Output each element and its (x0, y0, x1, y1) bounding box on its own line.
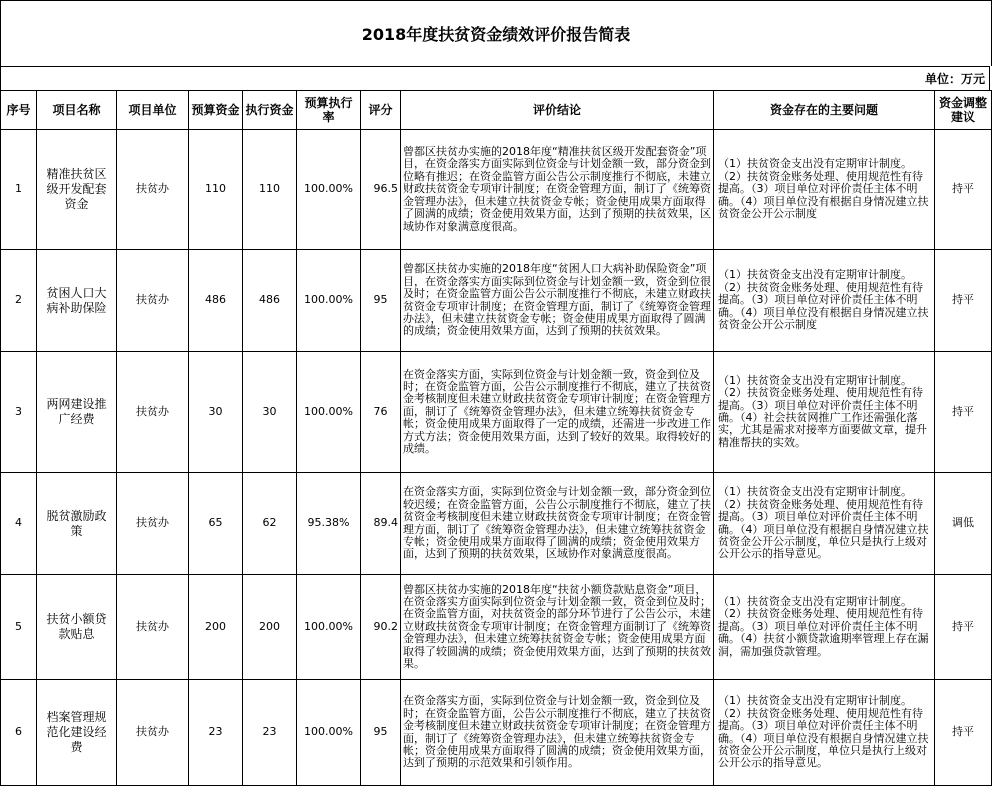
header-problems: 资金存在的主要问题 (714, 91, 935, 130)
cell-score: 95 (361, 680, 401, 786)
problem-line: （2）扶贫资金账务处理、使用规范性有待提高。（3）项目单位对评价责任主体不明确。（4）扶贫小额贷款逾期率管理上存在漏洞，需加强贷款管理。 (718, 607, 929, 658)
header-budget-rate: 预算执行率 (297, 91, 361, 130)
cell-project-name: 精准扶贫区级开发配套资金 (37, 130, 117, 250)
cell-conclusion: 在资金落实方面，实际到位资金与计划金额一致，部分资金到位较迟缓；在资金监管方面，公告公示制度推行不彻底，建立了扶贫资金考核制度但未建立财政扶贫资金专项审计制度；在资金管理方面，制订了《统筹资金管理办法》，但未建立统筹扶贫资金专帐；资金使用成果方面取得了圆满的成绩；资金使用效果方面，达到了预期的扶贫效果，区域协作对象满意度很高。 (401, 473, 714, 575)
header-score: 评分 (361, 91, 401, 130)
table-row (1, 352, 992, 473)
cell-executed: 62 (243, 473, 297, 575)
cell-budget-rate: 100.00% (297, 250, 361, 352)
cell-executed: 30 (243, 352, 297, 473)
cell-budget: 110 (189, 130, 243, 250)
cell-seq: 3 (1, 352, 37, 473)
cell-problems (714, 473, 935, 575)
problem-line: （2）扶贫资金账务处理、使用规范性有待提高。（3）项目单位对评价责任主体不明确。（4）社会扶贫网推广工作还需强化落实，尤其是需求对接率方面要做文章，提升精准帮扶的实效。 (718, 386, 927, 449)
cell-suggestion: 持平 (935, 575, 992, 680)
table-row (1, 130, 992, 250)
cell-budget-rate: 95.38% (297, 473, 361, 575)
cell-suggestion: 持平 (935, 130, 992, 250)
header-project-unit: 项目单位 (117, 91, 189, 130)
cell-problems (714, 352, 935, 473)
cell-score: 96.5 (361, 130, 401, 250)
cell-conclusion: 曾都区扶贫办实施的2018年度“精准扶贫区级开发配套资金”项目，在资金落实方面实际到位资金与计划金额一致，部分资金到位略有推迟；在资金监管方面公告公示制度推行不彻底，未建立财政扶贫资金专项审计制度；在资金管理方面，制订了《统筹资金管理办法》，但未建立扶贫资金专帐；资金使用成果方面取得了圆满的成绩；资金使用效果方面，达到了预期的扶贫效果，区域协作对象满意度很高。 (401, 130, 714, 250)
cell-executed: 110 (243, 130, 297, 250)
cell-project-unit: 扶贫办 (117, 575, 189, 680)
problem-line: （1）扶贫资金支出没有定期审计制度。 (718, 694, 912, 708)
header-budget: 预算资金 (189, 91, 243, 130)
problem-line: （1）扶贫资金支出没有定期审计制度。 (718, 373, 912, 387)
cell-budget-rate: 100.00% (297, 575, 361, 680)
cell-budget: 65 (189, 473, 243, 575)
cell-suggestion: 持平 (935, 250, 992, 352)
header-executed: 执行资金 (243, 91, 297, 130)
cell-suggestion: 持平 (935, 680, 992, 786)
problem-line: （2）扶贫资金账务处理、使用规范性有待提高。（3）项目单位对评价责任主体不明确。（4）项目单位没有根据自身情况建立扶贫资金公开公示制度，单位只是执行上级对公开公示的指导意见。 (718, 497, 929, 561)
table-row (1, 680, 992, 786)
cell-score: 90.2 (361, 575, 401, 680)
cell-project-name: 扶贫小额贷款贴息 (37, 575, 117, 680)
problem-line: （1）扶贫资金支出没有定期审计制度。 (718, 268, 912, 282)
cell-budget-rate: 100.00% (297, 680, 361, 786)
cell-seq: 5 (1, 575, 37, 680)
cell-project-name: 档案管理规范化建设经费 (37, 680, 117, 786)
header-row (1, 91, 992, 130)
cell-conclusion: 在资金落实方面，实际到位资金与计划金额一致，资金到位及时；在资金监管方面，公告公示制度推行不彻底，建立了扶贫资金考核制度但未建立财政扶贫资金专项审计制度；在资金管理方面，制订了《统筹资金管理办法》，但未建立统筹扶贫资金专帐；资金使用成果方面取得了圆满的成绩；资金使用效果方面，达到了预期的示范效果和引领作用。 (401, 680, 714, 786)
cell-seq: 6 (1, 680, 37, 786)
cell-suggestion: 调低 (935, 473, 992, 575)
problem-line: （1）扶贫资金支出没有定期审计制度。 (718, 157, 912, 171)
cell-score: 76 (361, 352, 401, 473)
cell-budget: 200 (189, 575, 243, 680)
cell-project-unit: 扶贫办 (117, 250, 189, 352)
cell-conclusion: 在资金落实方面，实际到位资金与计划金额一致，资金到位及时；在资金监管方面，公告公示制度推行不彻底，建立了扶贫资金考核制度但未建立财政扶贫资金专项审计制度；在资金管理方面，制订了《统筹资金管理办法》，但未建立统筹扶贫资金专帐；资金使用成果方面取得了一定的成绩，还需进一步改进工作方式方法；资金使用效果方面，达到了较好的效果。取得较好的成绩。 (401, 352, 714, 473)
unit-label: 单位：万元 (0, 66, 990, 90)
header-suggestion: 资金调整建议 (935, 91, 992, 130)
problem-line: （1）扶贫资金支出没有定期审计制度。 (718, 485, 912, 499)
cell-project-name: 两网建设推广经费 (37, 352, 117, 473)
header-conclusion: 评价结论 (401, 91, 714, 130)
cell-seq: 1 (1, 130, 37, 250)
cell-suggestion: 持平 (935, 352, 992, 473)
problem-line: （1）扶贫资金支出没有定期审计制度。 (718, 594, 912, 608)
cell-seq: 2 (1, 250, 37, 352)
cell-project-unit: 扶贫办 (117, 473, 189, 575)
cell-executed: 200 (243, 575, 297, 680)
cell-budget: 23 (189, 680, 243, 786)
cell-score: 89.4 (361, 473, 401, 575)
header-project-name: 项目名称 (37, 91, 117, 130)
cell-problems (714, 680, 935, 786)
header-seq: 序号 (1, 91, 37, 130)
cell-executed: 23 (243, 680, 297, 786)
problem-line: （2）扶贫资金账务处理、使用规范性有待提高。（3）项目单位对评价责任主体不明确。（4）项目单位没有根据自身情况建立扶贫资金公开公示制度 (718, 169, 929, 221)
cell-conclusion: 曾都区扶贫办实施的2018年度“贫困人口大病补助保险资金”项目，在资金落实方面实际到位资金与计划金额一致，资金到位很及时；在资金监管方面公告公示制度推行不彻底，未建立财政扶贫资金专项审计制度；在资金管理方面，制订了《统筹资金管理办法》，但未建立扶贫资金专帐；资金使用成果方面取得了圆满的成绩；资金使用效果方面，达到了预期的扶贫效果。 (401, 250, 714, 352)
cell-problems (714, 575, 935, 680)
table-row (1, 473, 992, 575)
cell-problems (714, 130, 935, 250)
cell-budget-rate: 100.00% (297, 130, 361, 250)
cell-budget: 30 (189, 352, 243, 473)
cell-project-name: 脱贫激励政策 (37, 473, 117, 575)
table-row (1, 575, 992, 680)
cell-executed: 486 (243, 250, 297, 352)
report-title: 2018年度扶贫资金绩效评价报告简表 (0, 0, 992, 66)
cell-budget: 486 (189, 250, 243, 352)
cell-project-name: 贫困人口大病补助保险 (37, 250, 117, 352)
cell-project-unit: 扶贫办 (117, 680, 189, 786)
cell-seq: 4 (1, 473, 37, 575)
table-row (1, 250, 992, 352)
cell-project-unit: 扶贫办 (117, 130, 189, 250)
problem-line: （2）扶贫资金账务处理、使用规范性有待提高。（3）项目单位对评价责任主体不明确。（4）项目单位没有根据自身情况建立扶贫资金公开公示制度，单位只是执行上级对公开公示的指导意见。 (718, 706, 929, 770)
cell-project-unit: 扶贫办 (117, 352, 189, 473)
cell-problems (714, 250, 935, 352)
cell-conclusion: 曾都区扶贫办实施的2018年度“扶贫小额贷款贴息资金”项目，在资金落实方面实际到位资金与计划金额一致，资金到位及时；在资金监管方面，对扶贫资金的部分环节进行了公告公示，未建立财政扶贫资金专项审计制度；在资金管理方面制订了《统筹资金管理办法》，但未建立统筹扶贫资金专帐；资金使用成果方面取得了较圆满的成绩；资金使用效果方面，达到了预期的扶贫效果。 (401, 575, 714, 680)
report-table (0, 90, 992, 786)
cell-score: 95 (361, 250, 401, 352)
problem-line: （2）扶贫资金账务处理、使用规范性有待提高。（3）项目单位对评价责任主体不明确。（4）项目单位没有根据自身情况建立扶贫资金公开公示制度 (718, 280, 929, 332)
cell-budget-rate: 100.00% (297, 352, 361, 473)
